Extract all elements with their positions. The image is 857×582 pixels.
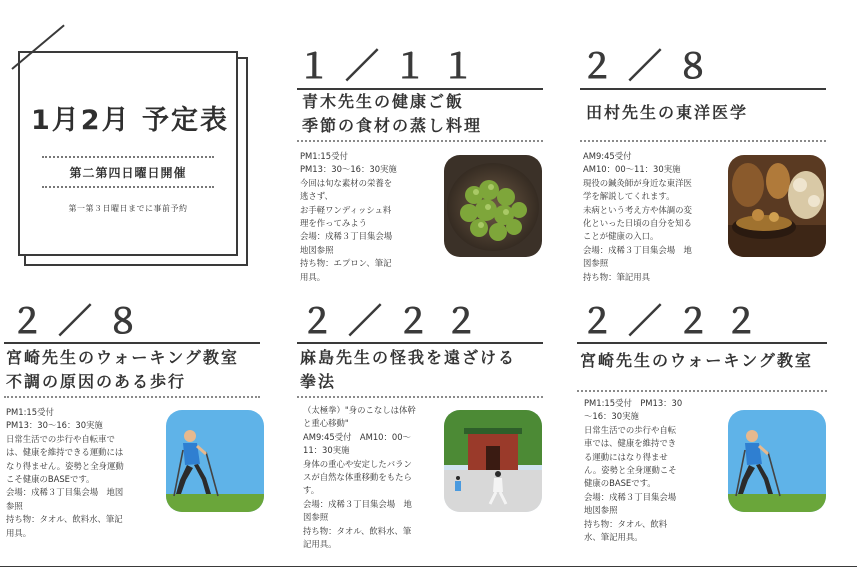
event-description: PM1:15受付 PM13：30～16：30実施 今回は旬な素材の栄養を 逃さず、 お手軽ワンディッシュ料 理を作ってみよう 会場：戍稀３丁目集会場 地図参照 持ち物：エプロン、筆記 用具。 <box>300 151 397 282</box>
event-date: ２／８ <box>10 302 154 342</box>
walking-photo <box>166 410 264 512</box>
event-title: 田村先生の東洋医学 <box>586 103 749 122</box>
title-dotted-divider <box>577 390 827 392</box>
event-title: 青木先生の健康ご飯 季節の食材の蒸し料理 <box>302 92 483 135</box>
event-description: PM1:15受付 PM13：30～16：30実施 日常生活での歩行や自転車で は、健康を維持できる運動には なり得ません。姿勢と全身運動 こそ健康のBASEです。 会場：戍稀３丁目集会場 地図 参照 持ち物：タオル、飲料水、筆記 用具。 <box>6 407 124 538</box>
title-dotted-divider <box>4 396 260 398</box>
title-box <box>18 51 238 256</box>
page-bottom-rule <box>0 566 857 567</box>
page-title: 1月2月 予定表 <box>31 105 229 136</box>
walking-photo <box>728 410 826 512</box>
title-dotted-divider <box>297 396 543 398</box>
page-subtitle: 第二第四日曜日開催 <box>69 166 187 180</box>
event-date: ２／２２ <box>300 302 492 342</box>
herbs-photo <box>728 155 826 257</box>
event-description: （太極拳）"身のこなしは体幹 と重心移動" AM9:45受付 AM10：00～ 11：30実施 身体の重心や安定したバラン スが自然な体重移動をもたら す。 会場：戍稀３丁目集会場 地 図参照 持ち物：タオル、飲料水、筆 記用具。 <box>303 405 416 550</box>
date-underline <box>580 88 826 90</box>
taichi-photo <box>444 410 542 512</box>
title-dotted-divider <box>297 140 543 142</box>
event-title: 麻島先生の怪我を遠ざける 拳法 <box>300 348 517 391</box>
event-date: ２／２２ <box>580 302 772 342</box>
title-dotted-divider <box>580 140 826 142</box>
broccoli-photo <box>444 155 542 257</box>
event-title: 宮崎先生のウォーキング教室 不調の原因のある歩行 <box>6 348 239 391</box>
title-divider-bottom <box>42 186 214 188</box>
date-underline <box>4 342 260 344</box>
event-date: １／１１ <box>297 47 489 87</box>
event-description: AM9:45受付 AM10：00～11：30実施 現役の鍼灸師が身近な東洋医 学を解説してくれます。 未病という考え方や体調の変 化といった日頃の自分を知る ことが健康の入口。 会場：戍稀３丁目集会場 地 図参照 持ち物：筆記用具 <box>583 151 692 282</box>
date-underline <box>297 342 543 344</box>
event-date: ２／８ <box>580 47 724 87</box>
date-underline <box>577 342 827 344</box>
title-divider-top <box>42 156 214 158</box>
event-description: PM1:15受付 PM13：30 ～16：30実施 日常生活での歩行や自転 車では、健康を維持でき る運動にはなり得ませ ん。姿勢と全身運動こそ 健康のBASEです。 会場：戍稀３丁目集会場 地図参照 持ち物：タオル、飲料 水、筆記用具。 <box>584 398 683 543</box>
reservation-note: 第一第３日曜日までに事前予約 <box>68 204 188 213</box>
event-title: 宮崎先生のウォーキング教室 <box>580 351 813 370</box>
